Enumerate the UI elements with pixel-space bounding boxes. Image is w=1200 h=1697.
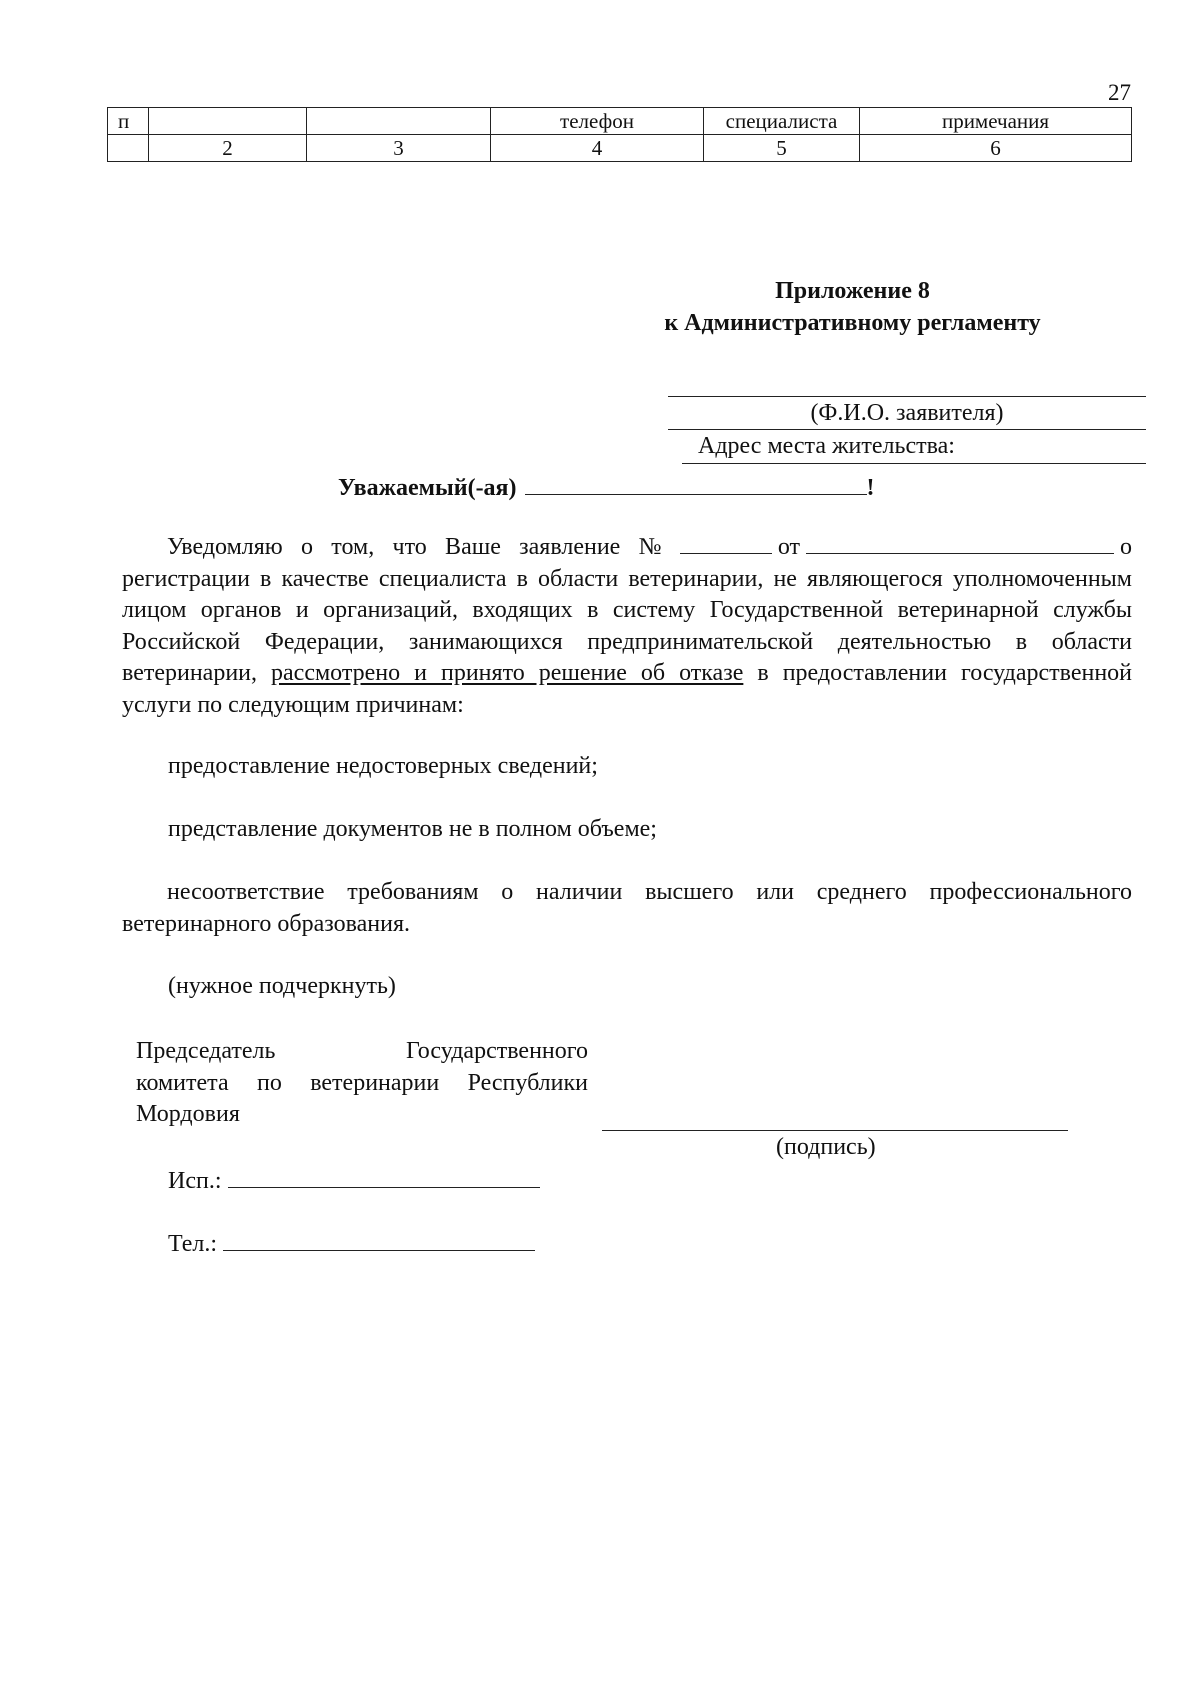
- decision-underlined: рассмотрено и принято решение об отказе: [271, 660, 744, 686]
- table-cell: 4: [491, 135, 704, 162]
- body-part1: Уведомляю о том, что Ваше заявление №: [167, 534, 674, 560]
- table-cell: [149, 108, 307, 135]
- address-line: [682, 463, 1146, 464]
- phone-label: Тел.:: [168, 1231, 218, 1257]
- greeting-exclamation: !: [866, 475, 875, 501]
- body-part3: о регистрации в качестве специалиста в области ветеринарии, не являющегося уполномоченным лицом органов и организаций, входящих в систему Государственной ветеринарной службы Российской Федерации, занимающихся предпринимательской деятельностью в области ветеринарии,: [122, 534, 1132, 686]
- addressee-blank: [525, 470, 867, 495]
- annex-subtitle: к Административному регламенту: [664, 310, 1041, 336]
- table-cell: телефон: [491, 108, 704, 135]
- greeting-label: Уважаемый(-ая): [338, 475, 517, 501]
- phone-row: [168, 1226, 535, 1258]
- table-cell: 5: [704, 135, 860, 162]
- body-part2: от: [777, 534, 800, 560]
- executor-label: Исп.:: [168, 1168, 222, 1194]
- executor-row: [168, 1163, 540, 1195]
- continuation-table: [107, 107, 1132, 162]
- table-header-row: [108, 108, 1132, 135]
- reason-item: несоответствие требованиям о наличии высшего или среднего профессионального ветеринарного образования.: [122, 879, 1132, 937]
- executor-blank: [228, 1163, 540, 1188]
- signature-caption: (подпись): [776, 1134, 876, 1160]
- signatory-line: комитета по ветеринарии Республики: [136, 1069, 588, 1096]
- reason-item: предоставление недостоверных сведений;: [168, 753, 598, 779]
- annex-title: Приложение 8: [775, 278, 930, 304]
- signature-line: [602, 1130, 1068, 1131]
- table-cell: [108, 135, 149, 162]
- greeting: [338, 470, 875, 502]
- reason-item: представление документов не в полном объеме;: [168, 816, 657, 842]
- fio-caption: (Ф.И.О. заявителя): [810, 400, 1004, 426]
- page-number: 27: [1108, 80, 1131, 105]
- table-cell: п: [108, 108, 149, 135]
- signatory-line: Председатель Государственного: [136, 1038, 588, 1064]
- table-cell: [307, 108, 491, 135]
- underline-note: (нужное подчеркнуть): [168, 973, 396, 999]
- signatory-title: [136, 1036, 588, 1131]
- application-number-blank: [680, 531, 772, 554]
- table-cell: 3: [307, 135, 491, 162]
- table-number-row: [108, 135, 1132, 162]
- notification-paragraph: [122, 531, 1132, 721]
- table-cell: специалиста: [704, 108, 860, 135]
- phone-blank: [223, 1226, 535, 1251]
- table-cell: примечания: [860, 108, 1132, 135]
- address-label: Адрес места жительства:: [698, 433, 955, 459]
- table-cell: 2: [149, 135, 307, 162]
- application-date-blank: [806, 531, 1114, 554]
- signatory-line: Мордовия: [136, 1101, 240, 1127]
- body-part4: в предоставлении государственной услуги по следующим причинам:: [122, 660, 1133, 718]
- applicant-name-line: [668, 396, 1146, 397]
- table-cell: 6: [860, 135, 1132, 162]
- fio-underline: [668, 429, 1146, 430]
